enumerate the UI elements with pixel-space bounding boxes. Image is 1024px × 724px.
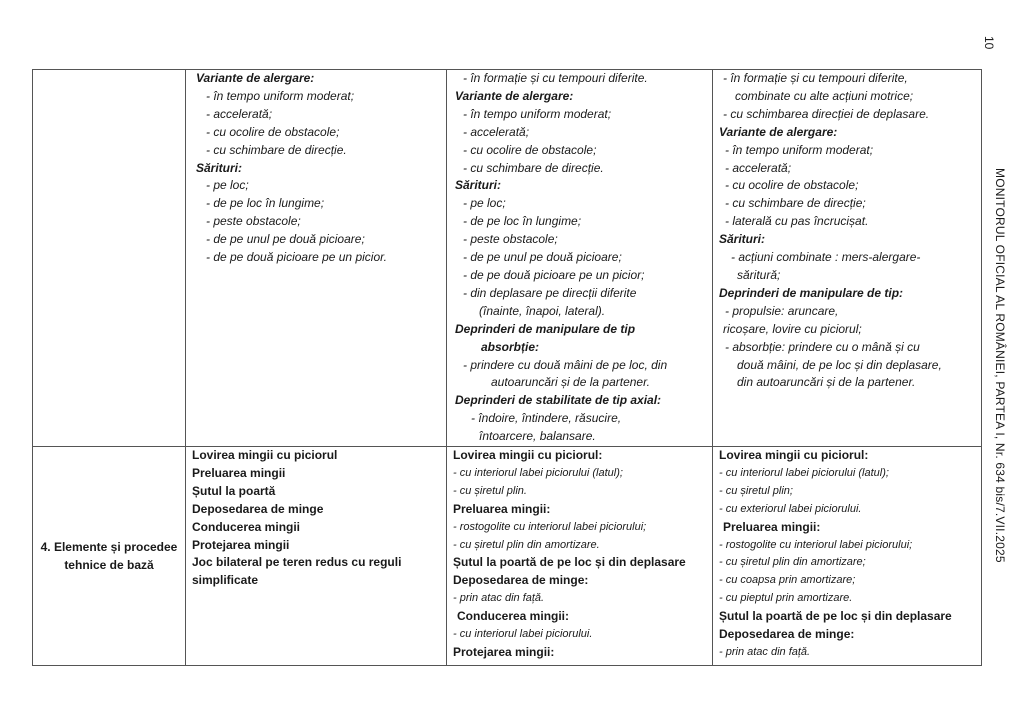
list-item: - cu șiretul plin. bbox=[453, 484, 527, 497]
section-label-cell bbox=[33, 447, 186, 666]
list-item: - accelerată; bbox=[463, 124, 530, 139]
list-item: (înainte, înapoi, lateral). bbox=[479, 303, 606, 318]
list-item: Conducerea mingii: bbox=[457, 609, 570, 624]
list-item: autoaruncări și de la partener. bbox=[491, 375, 650, 390]
list-item: - cu ocolire de obstacole; bbox=[206, 124, 340, 139]
list-item: Deposedarea de minge: bbox=[453, 573, 589, 588]
list-item: Șutul la poartă de pe loc și din deplasare bbox=[453, 555, 686, 570]
table-row bbox=[33, 447, 982, 666]
cell-row2-col2 bbox=[447, 447, 713, 666]
list-item: Preluarea mingii bbox=[192, 465, 286, 480]
list-item: - cu interiorul labei piciorului (latul); bbox=[453, 466, 623, 479]
list-item: - cu șiretul plin din amortizare. bbox=[453, 538, 600, 551]
list-item: - pe loc; bbox=[206, 178, 249, 193]
list-item: Lovirea mingii cu piciorul bbox=[192, 448, 338, 463]
list-item: Variante de alergare: bbox=[196, 71, 315, 85]
list-item: Deprinderi de manipulare de tip bbox=[455, 321, 636, 336]
list-item: - cu interiorul labei piciorului (latul); bbox=[719, 466, 889, 479]
list-item: - cu interiorul labei piciorului. bbox=[453, 628, 593, 641]
list-item: Sărituri: bbox=[196, 160, 243, 175]
list-item: - rostogolite cu interiorul labei piciorului; bbox=[453, 520, 647, 533]
list-item: - propulsie: aruncare, bbox=[725, 303, 839, 318]
list-item: - de pe unul pe două picioare; bbox=[206, 232, 365, 247]
list-item: - cu schimbare de direcție. bbox=[206, 142, 347, 157]
list-item: - prin atac din față. bbox=[453, 592, 545, 605]
list-item: Protejarea mingii bbox=[192, 537, 290, 552]
list-item: - în tempo uniform moderat; bbox=[463, 106, 612, 121]
list-item: - cu exteriorul labei piciorului. bbox=[719, 502, 862, 515]
list-item: Deprinderi de manipulare de tip: bbox=[719, 285, 904, 300]
list-item: - cu ocolire de obstacole; bbox=[463, 142, 597, 157]
list-item: Deposedarea de minge bbox=[192, 501, 324, 516]
list-item: Preluarea mingii: bbox=[723, 519, 821, 534]
list-item: Deprinderi de stabilitate de tip axial: bbox=[455, 393, 662, 408]
list-item: simplificate bbox=[192, 573, 259, 588]
list-item: - accelerată; bbox=[206, 106, 273, 121]
list-item: - de pe loc în lungime; bbox=[206, 196, 325, 211]
table-row bbox=[33, 70, 982, 447]
list-item: Conducerea mingii bbox=[192, 519, 301, 534]
list-item: - de pe unul pe două picioare; bbox=[463, 250, 622, 265]
list-item: - prin atac din față. bbox=[719, 646, 811, 658]
list-item: Preluarea mingii: bbox=[453, 501, 551, 516]
list-item: - absorbție: prindere cu o mână și cu bbox=[725, 339, 920, 354]
list-item: Joc bilateral pe teren redus cu reguli bbox=[192, 555, 402, 570]
list-item: - peste obstacole; bbox=[463, 232, 558, 247]
list-item: Sărituri: bbox=[719, 232, 766, 247]
cell-row2-col3 bbox=[713, 447, 982, 666]
cell-row1-col1 bbox=[186, 70, 447, 447]
list-item: Lovirea mingii cu piciorul: bbox=[453, 448, 603, 463]
list-item: - cu schimbarea direcției de deplasare. bbox=[723, 106, 930, 121]
list-item: - prindere cu două mâini de pe loc, din bbox=[463, 357, 668, 372]
list-item: - acțiuni combinate : mers-alergare- bbox=[731, 250, 921, 265]
list-item: - cu schimbare de direcție; bbox=[725, 196, 866, 211]
list-item: - în formație și cu tempouri diferite. bbox=[463, 71, 648, 85]
list-item: - de pe loc în lungime; bbox=[463, 214, 582, 229]
list-item: - laterală cu pas încrucișat. bbox=[725, 214, 869, 229]
list-item: - în tempo uniform moderat; bbox=[206, 88, 355, 103]
list-item: din autoaruncări și de la partener. bbox=[737, 375, 916, 390]
list-item: - cu șiretul plin din amortizare; bbox=[719, 556, 866, 569]
list-item: - în formație și cu tempouri diferite, bbox=[723, 71, 908, 85]
list-item: - din deplasare pe direcții diferite bbox=[463, 285, 637, 300]
list-item: ricoșare, lovire cu piciorul; bbox=[723, 321, 862, 336]
list-item: - cu pieptul prin amortizare. bbox=[719, 592, 853, 605]
section-label: 4. Elemente și procedee tehnice de bază bbox=[40, 540, 178, 573]
list-item: - pe loc; bbox=[463, 196, 506, 211]
list-item: săritură; bbox=[737, 267, 781, 282]
list-item: Variante de alergare: bbox=[455, 88, 574, 103]
list-item: combinate cu alte acțiuni motrice; bbox=[735, 88, 914, 103]
list-item: Protejarea mingii: bbox=[453, 645, 555, 659]
list-item: - de pe două picioare pe un picior; bbox=[463, 267, 645, 282]
list-item: - rostogolite cu interiorul labei piciorului; bbox=[719, 538, 913, 551]
list-item: - cu șiretul plin; bbox=[719, 484, 793, 497]
list-item: - accelerată; bbox=[725, 160, 792, 175]
list-item: - peste obstacole; bbox=[206, 214, 301, 229]
cell-row1-col2 bbox=[447, 70, 713, 447]
list-item: - cu schimbare de direcție. bbox=[463, 160, 604, 175]
list-item: Lovirea mingii cu piciorul: bbox=[719, 448, 869, 463]
list-item: două mâini, de pe loc și din deplasare, bbox=[737, 357, 942, 372]
empty-label-cell bbox=[33, 70, 186, 447]
list-item: Variante de alergare: bbox=[719, 124, 838, 139]
list-item: - îndoire, întindere, răsucire, bbox=[471, 411, 622, 426]
list-item: absorbție: bbox=[481, 339, 540, 354]
curriculum-table bbox=[32, 69, 982, 666]
cell-row2-col1 bbox=[186, 447, 447, 666]
list-item: Șutul la poartă de pe loc și din deplasare bbox=[719, 609, 952, 624]
list-item: Șutul la poartă bbox=[192, 483, 276, 498]
list-item: - cu coapsa prin amortizare; bbox=[719, 574, 856, 587]
list-item: - de pe două picioare pe un picior. bbox=[206, 250, 388, 265]
page-number: 10 bbox=[982, 36, 996, 50]
list-item: Deposedarea de minge: bbox=[719, 627, 855, 642]
list-item: Sărituri: bbox=[455, 178, 502, 193]
list-item: - cu ocolire de obstacole; bbox=[725, 178, 859, 193]
list-item: - în tempo uniform moderat; bbox=[725, 142, 874, 157]
publication-header: MONITORUL OFICIAL AL ROMÂNIEI, PARTEA I, Nr. 634 bis/7.VII.2025 bbox=[993, 168, 1007, 563]
list-item: întoarcere, balansare. bbox=[479, 429, 596, 444]
cell-row1-col3 bbox=[713, 70, 982, 447]
